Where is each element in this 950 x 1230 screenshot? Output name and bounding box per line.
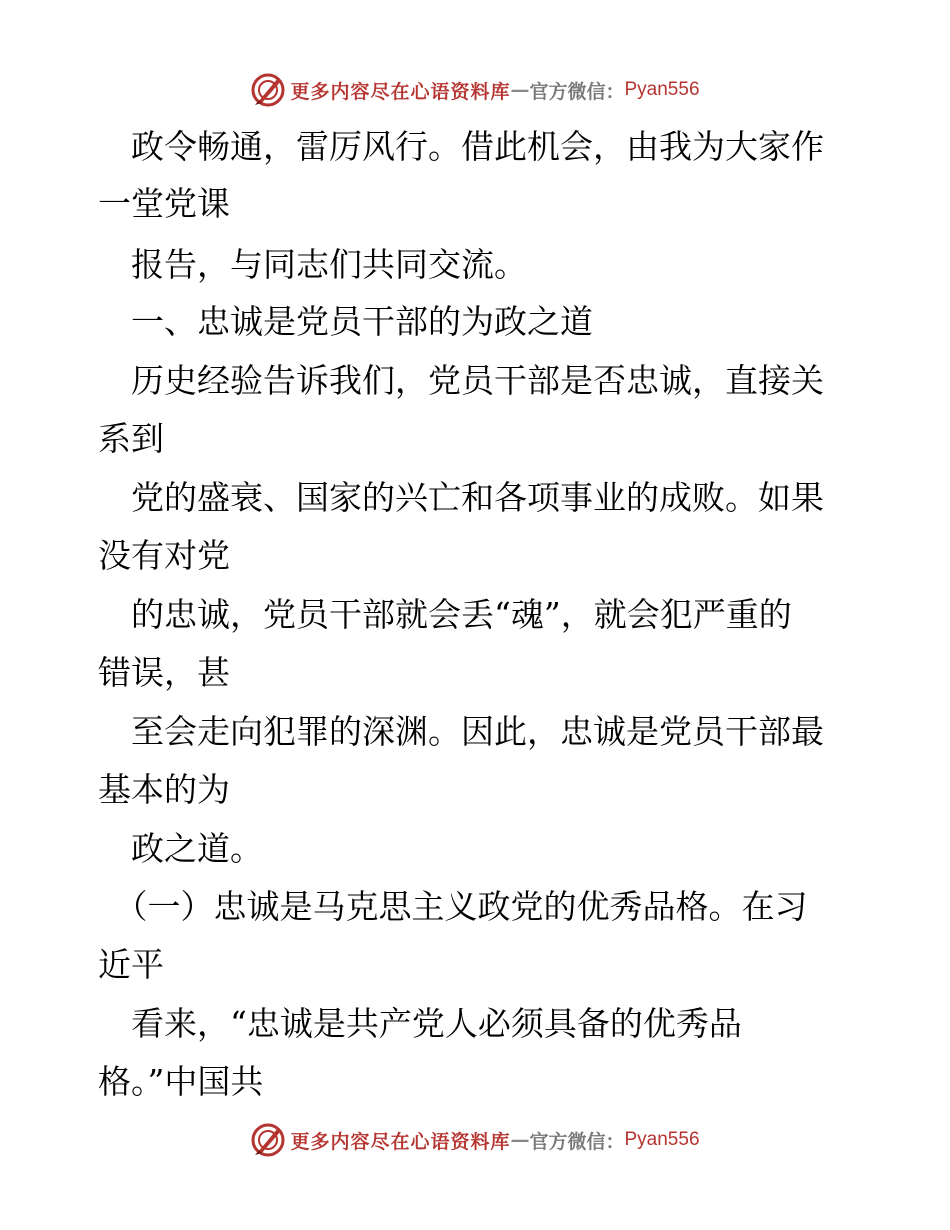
watermark-dash: — bbox=[510, 1129, 530, 1151]
text-line: 一堂党课 bbox=[98, 184, 230, 223]
watermark-site-text: 更多内容尽在心语资料库 bbox=[290, 1130, 511, 1153]
text-line: 近平 bbox=[98, 945, 164, 984]
watermark-dash: — bbox=[510, 79, 530, 101]
text-line: 党的盛衰、国家的兴亡和各项事业的成败。如果 bbox=[98, 478, 824, 517]
quill-logo-icon bbox=[250, 72, 286, 108]
watermark-wechat-id: Pyan556 bbox=[624, 79, 700, 100]
text-line: 系到 bbox=[98, 419, 164, 458]
section-heading: 一、忠诚是党员干部的为政之道 bbox=[98, 302, 593, 341]
watermark-site-text: 更多内容尽在心语资料库 bbox=[290, 80, 511, 103]
text-line: 格。”中国共 bbox=[98, 1062, 264, 1101]
text-line: 政令畅通，雷厉风行。借此机会，由我为大家作 bbox=[98, 127, 824, 166]
footer-watermark bbox=[0, 1120, 950, 1160]
header-watermark bbox=[0, 70, 950, 110]
watermark-wechat-label: 官方微信： bbox=[529, 80, 625, 103]
text-line: 至会走向犯罪的深渊。因此，忠诚是党员干部最 bbox=[98, 712, 824, 751]
text-line: 历史经验告诉我们，党员干部是否忠诚，直接关 bbox=[98, 361, 824, 400]
text-line: 政之道。 bbox=[98, 829, 263, 868]
text-line: 错误，甚 bbox=[98, 653, 230, 692]
watermark-wechat-label: 官方微信： bbox=[529, 1130, 625, 1153]
text-line: 报告，与同志们共同交流。 bbox=[98, 245, 527, 284]
watermark-wechat-id: Pyan556 bbox=[624, 1129, 700, 1150]
text-line: 看来，“忠诚是共产党人必须具备的优秀品 bbox=[98, 1004, 742, 1043]
text-line: 没有对党 bbox=[98, 536, 230, 575]
quill-logo-icon bbox=[250, 1122, 286, 1158]
text-line: 基本的为 bbox=[98, 770, 230, 809]
subsection-heading: （一）忠诚是马克思主义政党的优秀品格。在习 bbox=[98, 887, 808, 926]
text-line: 的忠诚，党员干部就会丢“魂”，就会犯严重的 bbox=[98, 595, 792, 634]
